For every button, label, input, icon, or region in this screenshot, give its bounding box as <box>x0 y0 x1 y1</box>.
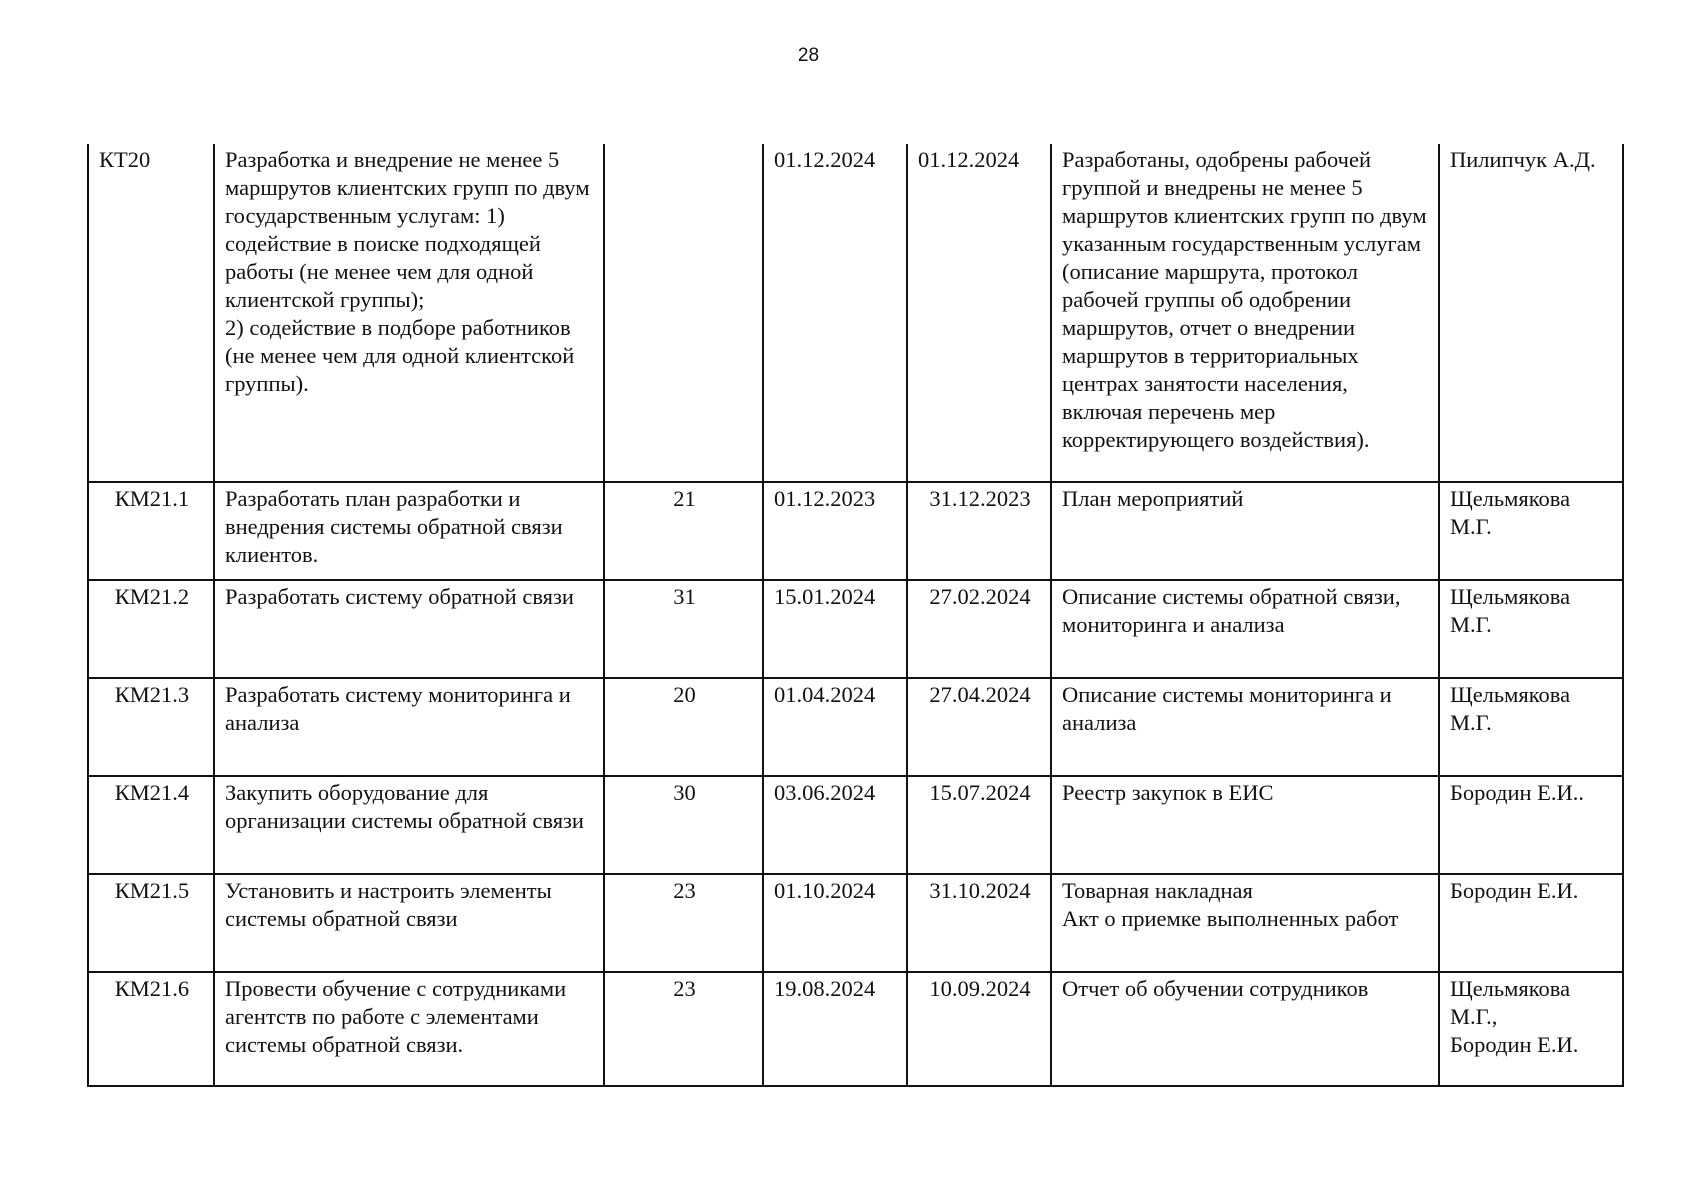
row-start-date: 19.08.2024 <box>763 972 907 1086</box>
row-task: Разработка и внедрение не менее 5 маршрутов клиентских групп по двум государственным услугам: 1) содействие в поиске подходящей работы (не менее чем для одной клиентской группы); 2) содействие в подборе работников (не менее чем для одной клиентской группы). <box>214 144 604 482</box>
row-responsible: Щельмякова М.Г., Бородин Е.И. <box>1439 972 1623 1086</box>
row-task: Закупить оборудование для организации системы обратной связи <box>214 776 604 874</box>
row-responsible: Бородин Е.И. <box>1439 874 1623 972</box>
row-code: КМ21.6 <box>88 972 214 1086</box>
page-number: 28 <box>797 45 820 66</box>
row-result: Товарная накладная Акт о приемке выполненных работ <box>1051 874 1439 972</box>
row-result: Реестр закупок в ЕИС <box>1051 776 1439 874</box>
table-row <box>88 678 1623 776</box>
row-result: Описание системы обратной связи, мониторинга и анализа <box>1051 580 1439 678</box>
row-start-date: 01.12.2024 <box>763 144 907 482</box>
row-start-date: 03.06.2024 <box>763 776 907 874</box>
row-end-date: 10.09.2024 <box>907 972 1051 1086</box>
row-responsible: Щельмякова М.Г. <box>1439 482 1623 580</box>
row-start-date: 01.12.2023 <box>763 482 907 580</box>
row-start-date: 01.04.2024 <box>763 678 907 776</box>
row-code: КМ21.2 <box>88 580 214 678</box>
row-code: КТ20 <box>88 144 214 482</box>
row-task: Разработать план разработки и внедрения системы обратной связи клиентов. <box>214 482 604 580</box>
table-row <box>88 874 1623 972</box>
row-code: КМ21.5 <box>88 874 214 972</box>
row-task: Установить и настроить элементы системы обратной связи <box>214 874 604 972</box>
row-task: Провести обучение с сотрудниками агентств по работе с элементами системы обратной связи. <box>214 972 604 1086</box>
row-result: План мероприятий <box>1051 482 1439 580</box>
row-end-date: 01.12.2024 <box>907 144 1051 482</box>
row-start-date: 15.01.2024 <box>763 580 907 678</box>
plan-table <box>87 144 1624 1087</box>
row-days: 21 <box>604 482 763 580</box>
row-days: 30 <box>604 776 763 874</box>
row-days: 20 <box>604 678 763 776</box>
row-code: КМ21.3 <box>88 678 214 776</box>
table-row <box>88 972 1623 1086</box>
row-end-date: 31.10.2024 <box>907 874 1051 972</box>
row-task: Разработать систему обратной связи <box>214 580 604 678</box>
row-days: 23 <box>604 874 763 972</box>
table-row <box>88 580 1623 678</box>
row-end-date: 31.12.2023 <box>907 482 1051 580</box>
row-result: Разработаны, одобрены рабочей группой и внедрены не менее 5 маршрутов клиентских групп по двум указанным государственным услугам (описание маршрута, протокол рабочей группы об одобрении маршрутов, отчет о внедрении маршрутов в территориальных центрах занятости населения, включая перечень мер корректирующего воздействия). <box>1051 144 1439 482</box>
row-responsible: Щельмякова М.Г. <box>1439 580 1623 678</box>
row-end-date: 15.07.2024 <box>907 776 1051 874</box>
table-row <box>88 482 1623 580</box>
row-responsible: Бородин Е.И.. <box>1439 776 1623 874</box>
row-responsible: Щельмякова М.Г. <box>1439 678 1623 776</box>
row-code: КМ21.4 <box>88 776 214 874</box>
row-days: 23 <box>604 972 763 1086</box>
row-days <box>604 144 763 482</box>
table-row <box>88 776 1623 874</box>
row-result: Описание системы мониторинга и анализа <box>1051 678 1439 776</box>
row-start-date: 01.10.2024 <box>763 874 907 972</box>
row-code: КМ21.1 <box>88 482 214 580</box>
row-task: Разработать систему мониторинга и анализа <box>214 678 604 776</box>
row-end-date: 27.02.2024 <box>907 580 1051 678</box>
row-days: 31 <box>604 580 763 678</box>
row-result: Отчет об обучении сотрудников <box>1051 972 1439 1086</box>
row-end-date: 27.04.2024 <box>907 678 1051 776</box>
table-row <box>88 144 1623 482</box>
row-responsible: Пилипчук А.Д. <box>1439 144 1623 482</box>
